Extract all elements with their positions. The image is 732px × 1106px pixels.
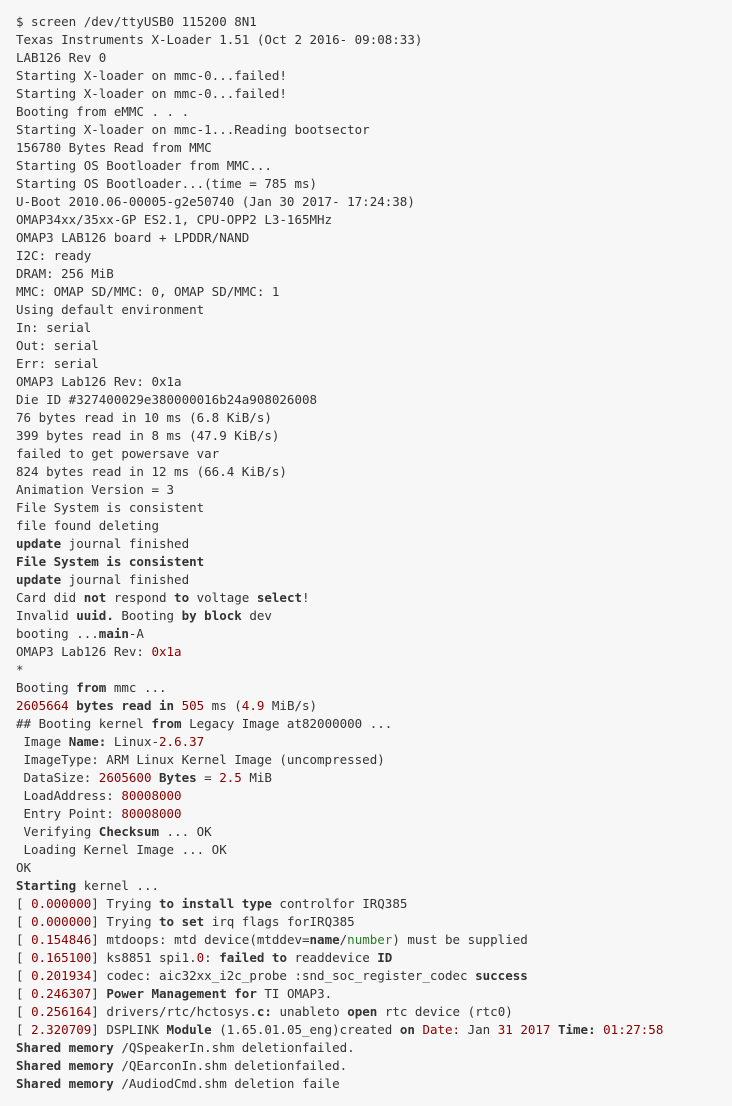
terminal-text-segment: 31: [497, 1022, 513, 1037]
terminal-text-segment: 4.9: [241, 698, 265, 713]
terminal-text-segment: c:: [256, 1004, 272, 1019]
terminal-text-segment: 0.165100: [31, 950, 92, 965]
terminal-text-segment: Power Management for: [106, 986, 257, 1001]
terminal-text-segment: Module: [166, 1022, 212, 1037]
terminal-line: [16, 715, 732, 733]
terminal-text-segment: (1.65.01.05_eng)created: [211, 1022, 400, 1037]
terminal-text-segment: update: [16, 536, 62, 551]
terminal-text-segment: Shared memory: [16, 1076, 114, 1091]
terminal-text-segment: success: [475, 968, 528, 983]
terminal-line: [16, 13, 732, 31]
terminal-line: [16, 787, 732, 805]
terminal-text-segment: main: [98, 626, 129, 641]
terminal-text-segment: Shared memory: [16, 1058, 114, 1073]
terminal-line: [16, 337, 732, 355]
terminal-text-segment: ) must be supplied: [392, 932, 528, 947]
terminal-text-segment: rtc device (rtc0): [377, 1004, 513, 1019]
terminal-line: [16, 301, 732, 319]
terminal-line: [16, 985, 732, 1003]
terminal-text-segment: mmc ...: [106, 680, 167, 695]
terminal-line: [16, 211, 732, 229]
terminal-line: [16, 499, 732, 517]
terminal-text-segment: 2605600: [98, 770, 152, 785]
terminal-text-segment: 0.256164: [31, 1004, 92, 1019]
terminal-text-segment: Booting from eMMC . . .: [16, 104, 190, 119]
terminal-text-segment: by block: [181, 608, 242, 623]
terminal-text-segment: not: [83, 590, 107, 605]
terminal-text-segment: unableto: [271, 1004, 348, 1019]
terminal-text-segment: name: [309, 932, 340, 947]
terminal-text-segment: Die ID #327400029e380000016b24a908026008: [16, 392, 318, 407]
terminal-text-segment: [: [16, 1004, 32, 1019]
terminal-text-segment: readdevice: [286, 950, 378, 965]
terminal-line: [16, 355, 732, 373]
terminal-text-segment: journal finished: [61, 572, 190, 587]
terminal-text-segment: to set: [159, 914, 205, 929]
terminal-text-segment: File System is consistent: [16, 500, 205, 515]
terminal-line: [16, 931, 732, 949]
terminal-text-segment: Starting X-loader on mmc-0...failed!: [16, 68, 287, 83]
terminal-text-segment: File System is consistent: [16, 554, 205, 569]
terminal-text-segment: ] Trying: [91, 896, 160, 911]
terminal-text-segment: /QSpeakerIn.shm deletionfailed.: [113, 1040, 355, 1055]
terminal-text-segment: [151, 770, 159, 785]
terminal-text-segment: 0.201934: [31, 968, 92, 983]
terminal-text-segment: 156780 Bytes Read from MMC: [16, 140, 212, 155]
terminal-text-segment: bytes read in: [68, 698, 182, 713]
terminal-text-segment: MiB/s): [264, 698, 318, 713]
terminal-line: [16, 1057, 732, 1075]
terminal-text-segment: OMAP3 LAB126 board + LPDDR/NAND: [16, 230, 250, 245]
terminal-text-segment: Starting: [16, 878, 77, 893]
terminal-text-segment: *: [16, 662, 24, 677]
terminal-line: [16, 481, 732, 499]
terminal-line: [16, 553, 732, 571]
terminal-line: [16, 535, 732, 553]
terminal-text-segment: kernel ...: [76, 878, 160, 893]
terminal-text-segment: [: [16, 968, 32, 983]
terminal-text-segment: DRAM: 256 MiB: [16, 266, 114, 281]
terminal-text-segment: Loading Kernel Image ... OK: [16, 842, 227, 857]
terminal-text-segment: select: [256, 590, 302, 605]
terminal-text-segment: Card did: [16, 590, 84, 605]
terminal-text-segment: ] Trying: [91, 914, 160, 929]
terminal-text-segment: Image: [16, 734, 69, 749]
terminal-text-segment: /QEarconIn.shm deletionfailed.: [113, 1058, 348, 1073]
terminal-text-segment: OMAP34xx/35xx-GP ES2.1, CPU-OPP2 L3-165MHz: [16, 212, 333, 227]
terminal-line: [16, 949, 732, 967]
terminal-line: [16, 625, 732, 643]
terminal-text-segment: MiB: [241, 770, 272, 785]
terminal-text-segment: number: [347, 932, 393, 947]
terminal-text-segment: 2017: [520, 1022, 551, 1037]
terminal-text-segment: 824 bytes read in 12 ms (66.4 KiB/s): [16, 464, 287, 479]
terminal-text-segment: failed to get powersave var: [16, 446, 220, 461]
terminal-line: [16, 103, 732, 121]
terminal-text-segment: OMAP3 Lab126 Rev: 0x1a: [16, 374, 182, 389]
terminal-text-segment: [: [16, 896, 32, 911]
terminal-line: [16, 643, 732, 661]
terminal-text-segment: open: [347, 1004, 378, 1019]
terminal-line: [16, 319, 732, 337]
terminal-text-segment: update: [16, 572, 62, 587]
terminal-text-segment: ] codec: aic32xx_i2c_probe :snd_soc_register_codec: [91, 968, 476, 983]
terminal-text-segment: Starting OS Bootloader from MMC...: [16, 158, 272, 173]
terminal-text-segment: TI OMAP3.: [256, 986, 333, 1001]
terminal-text-segment: to install type: [159, 896, 272, 911]
terminal-text-segment: 0.000000: [31, 896, 92, 911]
terminal-text-segment: LAB126 Rev 0: [16, 50, 107, 65]
terminal-line: [16, 121, 732, 139]
terminal-text-segment: respond: [106, 590, 175, 605]
terminal-text-segment: 399 bytes read in 8 ms (47.9 KiB/s): [16, 428, 280, 443]
terminal-text-segment: [: [16, 1022, 32, 1037]
terminal-text-segment: $ screen /dev/ttyUSB0 115200 8N1: [16, 14, 257, 29]
terminal-line: [16, 661, 732, 679]
terminal-text-segment: [596, 1022, 604, 1037]
terminal-text-segment: [: [16, 932, 32, 947]
terminal-text-segment: !: [302, 590, 310, 605]
terminal-text-segment: uuid.: [76, 608, 114, 623]
terminal-text-segment: Texas Instruments X-Loader 1.51 (Oct 2 2016- 09:08:33): [16, 32, 423, 47]
terminal-line: [16, 463, 732, 481]
terminal-line: [16, 877, 732, 895]
terminal-text-segment: 2.320709: [31, 1022, 92, 1037]
terminal-text-segment: Verifying: [16, 824, 99, 839]
terminal-text-segment: 0x1a: [151, 644, 182, 659]
terminal-text-segment: /AudiodCmd.shm deletion faile: [113, 1076, 340, 1091]
terminal-text-segment: Booting: [16, 680, 77, 695]
terminal-text-segment: In: serial: [16, 320, 92, 335]
terminal-text-segment: I2C: ready: [16, 248, 92, 263]
terminal-text-segment: Checksum: [98, 824, 160, 839]
terminal-text-segment: ] drivers/rtc/hctosys.: [91, 1004, 257, 1019]
terminal-text-segment: [: [16, 950, 32, 965]
terminal-text-segment: voltage: [189, 590, 257, 605]
terminal-text-segment: 2.6.37: [159, 734, 205, 749]
terminal-text-segment: file found deleting: [16, 518, 159, 533]
terminal-line: [16, 67, 732, 85]
terminal-text-segment: failed to: [219, 950, 287, 965]
terminal-text-segment: Starting X-loader on mmc-0...failed!: [16, 86, 287, 101]
terminal-line: [16, 823, 732, 841]
terminal-text-segment: Bytes: [159, 770, 197, 785]
terminal-text-segment: ] DSPLINK: [91, 1022, 167, 1037]
terminal-text-segment: Name:: [68, 734, 107, 749]
terminal-line: [16, 373, 732, 391]
terminal-line: [16, 445, 732, 463]
terminal-text-segment: 0.000000: [31, 914, 92, 929]
terminal-text-segment: ImageType: ARM Linux Kernel Image (uncompressed): [16, 752, 385, 767]
terminal-text-segment: ID: [377, 950, 393, 965]
terminal-text-segment: Date:: [422, 1022, 461, 1037]
terminal-text-segment: Entry Point:: [16, 806, 122, 821]
terminal-text-segment: [: [16, 986, 32, 1001]
terminal-text-segment: :: [204, 950, 220, 965]
terminal-text-segment: LoadAddress:: [16, 788, 122, 803]
terminal-line: [16, 841, 732, 859]
terminal-line: [16, 1021, 732, 1039]
terminal-text-segment: journal finished: [61, 536, 190, 551]
terminal-line: [16, 31, 732, 49]
terminal-text-segment: Invalid: [16, 608, 77, 623]
terminal-text-segment: OK: [16, 860, 32, 875]
terminal-line: [16, 427, 732, 445]
terminal-text-segment: Shared memory: [16, 1040, 114, 1055]
terminal-text-segment: ... OK: [159, 824, 212, 839]
terminal-line: [16, 607, 732, 625]
terminal-line: [16, 247, 732, 265]
terminal-text-segment: booting ...: [16, 626, 99, 641]
terminal-text-segment: 01:27:58: [603, 1022, 664, 1037]
terminal-text-segment: ms (: [204, 698, 242, 713]
terminal-line: [16, 193, 732, 211]
terminal-line: [16, 1075, 732, 1093]
terminal-text-segment: Using default environment: [16, 302, 205, 317]
terminal-text-segment: Jan: [460, 1022, 498, 1037]
terminal-line: [16, 1039, 732, 1057]
terminal-text-segment: /: [339, 932, 348, 947]
terminal-line: [16, 805, 732, 823]
terminal-text-segment: 2605664: [16, 698, 69, 713]
terminal-line: [16, 517, 732, 535]
terminal-line: [16, 1003, 732, 1021]
terminal-line: [16, 391, 732, 409]
terminal-text-segment: =: [196, 770, 220, 785]
terminal-text-segment: 80008000: [121, 788, 182, 803]
terminal-line: [16, 967, 732, 985]
terminal-line: [16, 859, 732, 877]
terminal-line: [16, 229, 732, 247]
terminal-line: [16, 679, 732, 697]
terminal-line: [16, 895, 732, 913]
terminal-line: [16, 733, 732, 751]
terminal-text-segment: to: [174, 590, 190, 605]
terminal-text-segment: Starting OS Bootloader...(time = 785 ms): [16, 176, 318, 191]
terminal-text-segment: on: [399, 1022, 415, 1037]
terminal-text-segment: OMAP3 Lab126 Rev:: [16, 644, 152, 659]
terminal-line: [16, 175, 732, 193]
terminal-text-segment: U-Boot 2010.06-00005-g2e50740 (Jan 30 2017- 17:24:38): [16, 194, 415, 209]
terminal-line: [16, 157, 732, 175]
terminal-text-segment: Starting X-loader on mmc-1...Reading bootsector: [16, 122, 370, 137]
terminal-text-segment: Err: serial: [16, 356, 99, 371]
terminal-text-segment: from: [151, 716, 182, 731]
terminal-text-segment: 0: [196, 950, 205, 965]
terminal-text-segment: dev: [241, 608, 272, 623]
terminal-text-segment: irq flags forIRQ385: [204, 914, 355, 929]
terminal-text-segment: ] ks8851 spi1.: [91, 950, 197, 965]
terminal-line: [16, 751, 732, 769]
terminal-text-segment: ] mtdoops: mtd device(mtddev=: [91, 932, 310, 947]
terminal-text-segment: Legacy Image at82000000 ...: [181, 716, 393, 731]
terminal-line: [16, 769, 732, 787]
terminal-line: [16, 589, 732, 607]
terminal-text-segment: 505: [181, 698, 205, 713]
terminal-text-segment: 80008000: [121, 806, 182, 821]
terminal-text-segment: Linux-: [106, 734, 160, 749]
terminal-line: [16, 409, 732, 427]
terminal-text-segment: Booting: [113, 608, 182, 623]
terminal-line: [16, 265, 732, 283]
terminal-text-segment: [: [16, 914, 32, 929]
terminal-text-segment: [550, 1022, 558, 1037]
terminal-line: [16, 571, 732, 589]
terminal-text-segment: Animation Version = 3: [16, 482, 175, 497]
terminal-line: [16, 85, 732, 103]
terminal-text-segment: controlfor IRQ385: [271, 896, 408, 911]
terminal-text-segment: Out: serial: [16, 338, 99, 353]
terminal-text-segment: 76 bytes read in 10 ms (6.8 KiB/s): [16, 410, 272, 425]
terminal-text-segment: 0.154846: [31, 932, 92, 947]
terminal-text-segment: Time:: [557, 1022, 596, 1037]
terminal-line: [16, 49, 732, 67]
terminal-line: [16, 283, 732, 301]
terminal-text-segment: MMC: OMAP SD/MMC: 0, OMAP SD/MMC: 1: [16, 284, 280, 299]
terminal-line: [16, 139, 732, 157]
terminal-text-segment: ## Booting kernel: [16, 716, 152, 731]
terminal-text-segment: from: [76, 680, 107, 695]
terminal-line: [16, 697, 732, 715]
terminal-text-segment: DataSize:: [16, 770, 99, 785]
terminal-line: [16, 913, 732, 931]
terminal-text-segment: 0.246307: [31, 986, 92, 1001]
terminal-text-segment: -A: [128, 626, 144, 641]
terminal-text-segment: 2.5: [219, 770, 242, 785]
terminal-text-segment: ]: [91, 986, 107, 1001]
